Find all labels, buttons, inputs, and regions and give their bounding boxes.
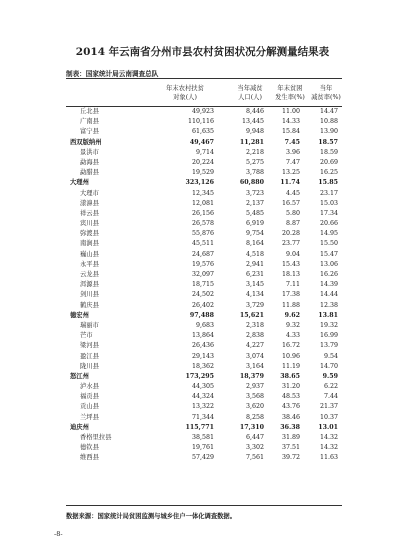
cell-poverty-reduction-rate: 14.44: [319, 291, 338, 299]
row-name: 勐腊县: [80, 169, 99, 177]
row-name: 宾川县: [80, 220, 99, 228]
header-col2-line1: 当年减贫: [237, 85, 263, 92]
cell-poverty-reduction-rate: 20.66: [319, 220, 338, 228]
table-row: [66, 352, 342, 362]
cell-rural-poverty-targets: 97,488: [189, 311, 214, 319]
table-row: [66, 280, 342, 290]
cell-rural-poverty-targets: 13,322: [191, 403, 214, 411]
cell-poverty-reduction-population: 60,880: [239, 179, 264, 187]
cell-rural-poverty-targets: 61,635: [191, 128, 214, 136]
cell-poverty-incidence: 7.47: [285, 158, 300, 166]
page-number: -8-: [54, 530, 63, 538]
cell-poverty-incidence: 4.45: [285, 189, 300, 197]
cell-poverty-incidence: 7.45: [284, 138, 300, 146]
cell-poverty-reduction-rate: 7.44: [323, 393, 338, 401]
cell-poverty-reduction-rate: 10.88: [319, 118, 338, 126]
cell-poverty-reduction-population: 6,919: [245, 220, 264, 228]
table-row: [66, 372, 342, 382]
cell-poverty-reduction-population: 5,275: [245, 158, 264, 166]
table-row: [66, 178, 342, 188]
cell-poverty-incidence: 31.20: [281, 383, 300, 391]
cell-poverty-incidence: 31.89: [281, 434, 300, 441]
table-row: [66, 321, 342, 331]
cell-poverty-reduction-rate: 9.59: [322, 372, 338, 380]
cell-rural-poverty-targets: 44,305: [191, 383, 214, 391]
table-row: [66, 219, 342, 229]
row-name: 云龙县: [80, 271, 99, 278]
row-name: 贡山县: [80, 403, 99, 411]
header-col4-line1: 当年: [319, 85, 333, 92]
cell-poverty-reduction-population: 2,137: [245, 199, 264, 207]
cell-poverty-reduction-population: 3,723: [245, 189, 264, 197]
cell-rural-poverty-targets: 26,156: [191, 209, 214, 217]
table-row: [66, 331, 342, 341]
cell-poverty-incidence: 11.88: [281, 301, 300, 309]
cell-poverty-reduction-population: 3,729: [245, 301, 264, 309]
cell-poverty-reduction-rate: 20.69: [319, 158, 338, 166]
cell-poverty-reduction-rate: 10.37: [319, 413, 338, 421]
cell-poverty-reduction-rate: 13.06: [319, 260, 338, 268]
row-name: 瑞丽市: [80, 321, 99, 329]
cell-rural-poverty-targets: 38,581: [191, 434, 214, 441]
row-name: 西双版纳州: [70, 138, 102, 146]
cell-rural-poverty-targets: 18,362: [191, 362, 214, 370]
cell-rural-poverty-targets: 71,344: [191, 413, 214, 421]
cell-poverty-reduction-rate: 15.47: [319, 250, 338, 258]
cell-poverty-reduction-population: 2,318: [245, 321, 264, 329]
cell-rural-poverty-targets: 19,529: [191, 169, 214, 177]
table-title: 2014 年云南省分州市县农村贫困状况分解测量结果表: [75, 46, 330, 58]
row-name: 巍山县: [80, 250, 99, 258]
cell-poverty-reduction-rate: 6.22: [323, 383, 338, 391]
cell-poverty-reduction-rate: 16.25: [319, 169, 338, 177]
cell-poverty-reduction-rate: 18.57: [318, 138, 338, 146]
row-name: 福贡县: [80, 393, 99, 401]
row-name: 德宏州: [70, 311, 89, 319]
row-name: 漾濞县: [80, 199, 99, 207]
cell-rural-poverty-targets: 24,502: [191, 291, 214, 299]
cell-poverty-incidence: 13.25: [281, 169, 300, 177]
cell-rural-poverty-targets: 49,467: [189, 138, 214, 146]
cell-poverty-reduction-population: 9,948: [245, 128, 264, 136]
table-top-rule: [66, 78, 342, 79]
cell-poverty-reduction-rate: 16.26: [319, 271, 338, 278]
cell-poverty-reduction-population: 2,937: [245, 383, 264, 391]
cell-poverty-reduction-rate: 21.37: [319, 403, 338, 411]
row-name: 南涧县: [80, 240, 99, 248]
table-row: [66, 453, 342, 463]
cell-poverty-reduction-rate: 13.90: [319, 128, 338, 136]
cell-poverty-incidence: 15.84: [281, 128, 300, 136]
compiler-note: 制表：国家统计局云南调查总队: [66, 70, 159, 78]
table-row: [66, 392, 342, 402]
row-name: 维西县: [80, 454, 99, 462]
table-row: [66, 311, 342, 321]
table-row: [66, 168, 342, 178]
cell-rural-poverty-targets: 9,683: [195, 321, 214, 329]
cell-poverty-reduction-rate: 9.54: [323, 352, 338, 360]
row-name: 永平县: [80, 260, 99, 268]
cell-poverty-incidence: 18.13: [281, 271, 300, 278]
cell-poverty-reduction-rate: 15.50: [319, 240, 338, 248]
cell-poverty-reduction-rate: 17.34: [319, 209, 338, 217]
cell-poverty-reduction-rate: 13.79: [319, 342, 338, 350]
table-row: [66, 443, 342, 453]
header-poverty-reduction-rate: [298, 84, 354, 102]
row-name: 景洪市: [80, 148, 99, 156]
cell-poverty-incidence: 23.77: [281, 240, 300, 248]
table-row: [66, 362, 342, 372]
table-row: [66, 138, 342, 148]
cell-poverty-reduction-rate: 14.47: [319, 108, 338, 115]
row-name: 泸水县: [80, 383, 99, 391]
cell-poverty-incidence: 16.72: [281, 342, 300, 350]
row-name: 陇川县: [80, 362, 99, 370]
table-row: [66, 413, 342, 423]
cell-poverty-reduction-population: 11,281: [239, 138, 264, 146]
cell-poverty-reduction-population: 2,218: [245, 148, 264, 156]
cell-rural-poverty-targets: 20,224: [191, 158, 214, 166]
cell-poverty-incidence: 38.65: [280, 372, 300, 380]
cell-poverty-incidence: 20.28: [281, 230, 300, 238]
header-col4-line2: 减贫率(%): [311, 94, 341, 101]
row-name: 怒江州: [70, 372, 89, 380]
cell-poverty-reduction-population: 8,258: [245, 413, 264, 421]
cell-poverty-reduction-rate: 13.01: [318, 423, 338, 431]
table-row: [66, 433, 342, 443]
cell-poverty-incidence: 36.38: [280, 423, 300, 431]
cell-poverty-reduction-rate: 23.17: [319, 189, 338, 197]
row-name: 剑川县: [80, 291, 99, 299]
row-name: 勐海县: [80, 158, 99, 166]
table-row: [66, 229, 342, 239]
table-row: [66, 189, 342, 199]
cell-poverty-reduction-population: 6,447: [245, 434, 264, 441]
cell-poverty-reduction-population: 3,145: [245, 281, 264, 289]
table-bottom-rule: [66, 505, 342, 506]
cell-poverty-incidence: 37.51: [281, 444, 300, 452]
cell-poverty-reduction-population: 17,310: [239, 423, 264, 431]
cell-poverty-incidence: 11.74: [280, 179, 300, 187]
cell-rural-poverty-targets: 13,864: [191, 332, 214, 340]
cell-poverty-reduction-population: 5,485: [245, 209, 264, 217]
table-row: [66, 117, 342, 127]
cell-poverty-incidence: 9.62: [284, 311, 300, 319]
header-col1-line1: 年末农村扶贫: [166, 85, 204, 92]
cell-poverty-incidence: 38.46: [281, 413, 300, 421]
row-name: 丘北县: [80, 108, 99, 115]
header-col2-line2: 人口(人): [238, 94, 262, 101]
cell-rural-poverty-targets: 323,126: [185, 179, 214, 187]
cell-poverty-incidence: 15.43: [281, 260, 300, 268]
cell-rural-poverty-targets: 26,578: [191, 220, 214, 228]
row-name: 大理市: [80, 189, 99, 197]
cell-poverty-reduction-population: 8,446: [245, 108, 264, 115]
cell-poverty-reduction-population: 6,231: [245, 271, 264, 278]
row-name: 弥渡县: [80, 230, 99, 238]
table-row: [66, 158, 342, 168]
cell-poverty-incidence: 8.87: [285, 220, 300, 228]
cell-poverty-reduction-population: 4,518: [245, 250, 264, 258]
cell-poverty-incidence: 39.72: [281, 454, 300, 462]
cell-poverty-reduction-population: 2,838: [245, 332, 264, 340]
table-row: [66, 127, 342, 137]
table-row: [66, 250, 342, 260]
row-name: 德钦县: [80, 444, 99, 452]
row-name: 大理州: [70, 179, 89, 187]
row-name: 迪庆州: [70, 423, 89, 431]
cell-poverty-reduction-rate: 13.81: [318, 311, 338, 319]
row-name: 富宁县: [80, 128, 99, 136]
cell-rural-poverty-targets: 115,771: [185, 423, 214, 431]
header-rural-poverty-targets: [150, 84, 220, 102]
cell-poverty-reduction-population: 3,164: [245, 362, 264, 370]
cell-rural-poverty-targets: 29,143: [191, 352, 214, 360]
table-row: [66, 341, 342, 351]
cell-rural-poverty-targets: 12,345: [191, 189, 214, 197]
cell-poverty-reduction-population: 8,164: [245, 240, 264, 248]
header-col3-line2: 发生率(%): [275, 94, 305, 101]
cell-rural-poverty-targets: 110,116: [187, 118, 214, 126]
row-name: 广南县: [80, 118, 99, 126]
row-name: 香格里拉县: [80, 434, 112, 441]
table-row: [66, 301, 342, 311]
cell-poverty-reduction-population: 15,621: [239, 311, 264, 319]
cell-poverty-incidence: 43.76: [281, 403, 300, 411]
cell-rural-poverty-targets: 26,402: [191, 301, 214, 309]
cell-poverty-incidence: 16.57: [281, 199, 300, 207]
cell-poverty-incidence: 9.32: [285, 321, 300, 329]
cell-rural-poverty-targets: 173,295: [185, 372, 214, 380]
row-name: 洱源县: [80, 281, 99, 289]
row-name: 鹤庆县: [80, 301, 99, 309]
cell-poverty-incidence: 4.33: [285, 332, 300, 340]
cell-poverty-reduction-rate: 14.70: [319, 362, 338, 370]
cell-poverty-reduction-rate: 11.63: [319, 454, 338, 462]
cell-poverty-reduction-population: 7,561: [245, 454, 264, 462]
cell-poverty-reduction-rate: 16.99: [319, 332, 338, 340]
cell-rural-poverty-targets: 55,876: [191, 230, 214, 238]
cell-poverty-reduction-population: 3,568: [245, 393, 264, 401]
table-row: [66, 402, 342, 412]
source-note: 数据来源：国家统计局贫困监测与城乡住户一体化调查数据。: [66, 513, 237, 520]
cell-poverty-incidence: 9.04: [285, 250, 300, 258]
cell-poverty-reduction-population: 9,754: [245, 230, 264, 238]
cell-poverty-incidence: 5.80: [285, 209, 300, 217]
row-name: 祥云县: [80, 209, 99, 217]
row-name: 兰坪县: [80, 413, 99, 421]
table-row: [66, 209, 342, 219]
cell-rural-poverty-targets: 32,097: [191, 271, 214, 278]
row-name: 芒市: [80, 332, 93, 340]
cell-poverty-incidence: 10.96: [281, 352, 300, 360]
cell-rural-poverty-targets: 19,576: [191, 260, 214, 268]
cell-rural-poverty-targets: 57,429: [191, 454, 214, 462]
cell-poverty-incidence: 17.38: [281, 291, 300, 299]
cell-poverty-reduction-population: 4,134: [245, 291, 264, 299]
cell-poverty-reduction-rate: 18.59: [319, 148, 338, 156]
table-row: [66, 290, 342, 300]
table-row: [66, 270, 342, 280]
cell-poverty-reduction-rate: 15.03: [319, 199, 338, 207]
cell-poverty-reduction-population: 3,788: [245, 169, 264, 177]
cell-poverty-reduction-rate: 15.85: [318, 179, 338, 187]
row-name: 盈江县: [80, 352, 99, 360]
cell-poverty-incidence: 11.19: [281, 362, 300, 370]
header-col1-line2: 对象(人): [173, 94, 197, 101]
table-row: [66, 199, 342, 209]
table-row: [66, 382, 342, 392]
cell-poverty-incidence: 48.53: [281, 393, 300, 401]
cell-poverty-incidence: 14.33: [281, 118, 300, 126]
cell-poverty-reduction-population: 13,445: [241, 118, 264, 126]
cell-rural-poverty-targets: 12,081: [191, 199, 214, 207]
table-row: [66, 148, 342, 158]
cell-poverty-reduction-population: 3,302: [245, 444, 264, 452]
table-row: [66, 260, 342, 270]
cell-rural-poverty-targets: 26,436: [191, 342, 214, 350]
table-row: [66, 423, 342, 433]
cell-poverty-reduction-rate: 19.32: [319, 321, 338, 329]
table-body: [66, 107, 342, 464]
cell-poverty-reduction-rate: 14.95: [319, 230, 338, 238]
cell-rural-poverty-targets: 44,324: [191, 393, 214, 401]
cell-rural-poverty-targets: 24,687: [191, 250, 214, 258]
cell-poverty-incidence: 7.11: [285, 281, 300, 289]
cell-poverty-reduction-population: 4,227: [245, 342, 264, 350]
cell-poverty-reduction-rate: 14.39: [319, 281, 338, 289]
table-row: [66, 107, 342, 117]
table-row: [66, 239, 342, 249]
cell-poverty-incidence: 11.00: [281, 108, 300, 115]
cell-poverty-reduction-population: 18,379: [239, 372, 264, 380]
cell-poverty-reduction-population: 2,941: [245, 260, 264, 268]
header-col3-line1: 年末贫困: [277, 85, 303, 92]
cell-rural-poverty-targets: 9,714: [195, 148, 214, 156]
cell-poverty-reduction-rate: 14.32: [319, 434, 338, 441]
cell-poverty-reduction-rate: 12.38: [319, 301, 338, 309]
cell-poverty-reduction-rate: 14.32: [319, 444, 338, 452]
row-name: 梁河县: [80, 342, 99, 350]
cell-rural-poverty-targets: 18,715: [191, 281, 214, 289]
cell-poverty-reduction-population: 3,074: [245, 352, 264, 360]
cell-rural-poverty-targets: 45,511: [191, 240, 214, 248]
cell-poverty-reduction-population: 3,620: [245, 403, 264, 411]
cell-poverty-incidence: 3.96: [285, 148, 300, 156]
cell-rural-poverty-targets: 49,923: [191, 108, 214, 115]
cell-rural-poverty-targets: 19,761: [191, 444, 214, 452]
